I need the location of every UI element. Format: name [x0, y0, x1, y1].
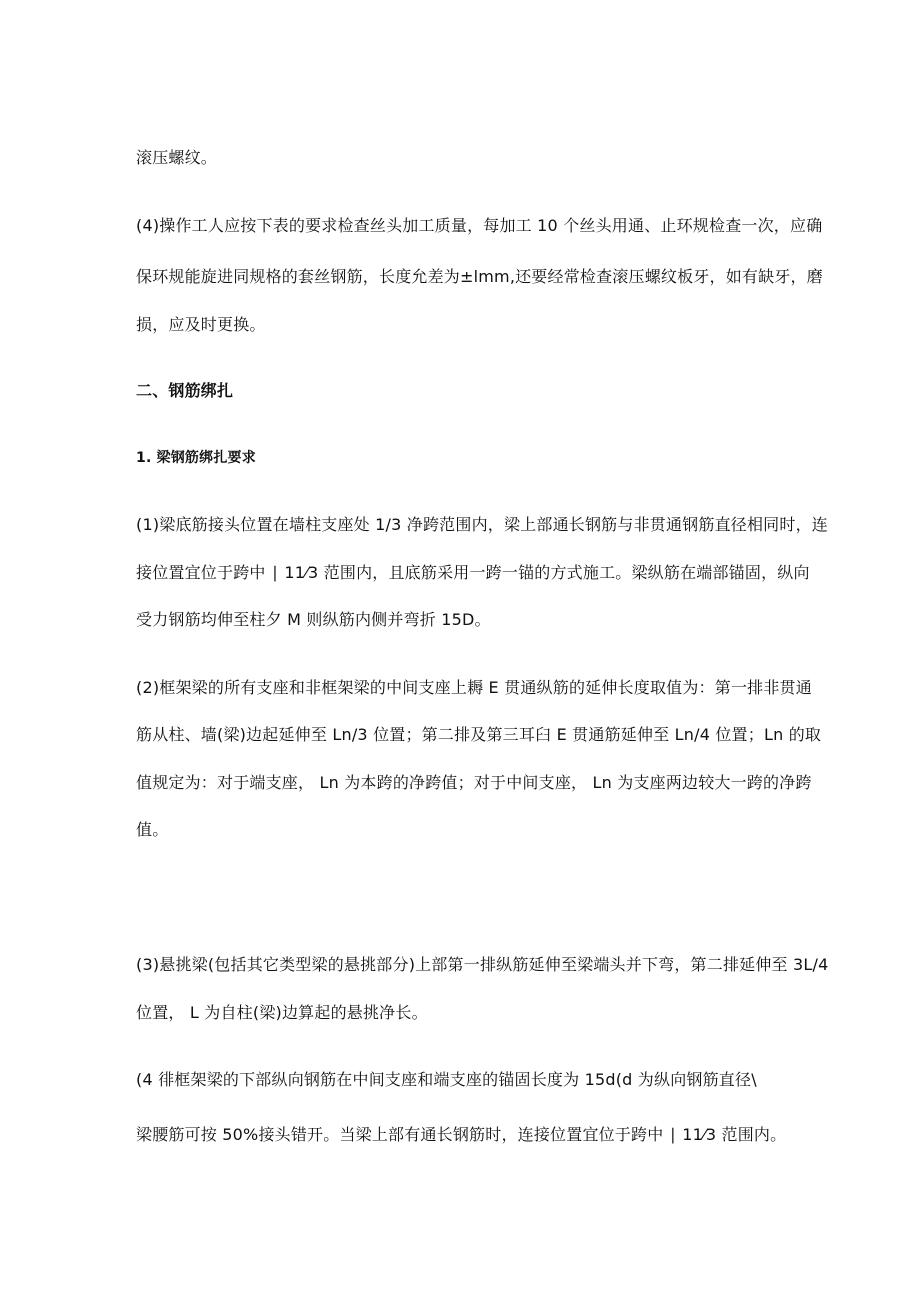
text-line: (2)框架梁的所有支座和非框架梁的中间支座上耨 E 贯通纵筋的延伸长度取值为：第一排非贯通: [136, 678, 812, 697]
text-line: (3)悬挑梁(包括其它类型梁的悬挑部分)上部第一排纵筋延伸至梁端头并下弯，第二排延伸至 3L/4: [136, 955, 829, 974]
text-line: 接位置宜位于跨中 ∣ 11⁄3 范围内，且底筋采用一跨一锚的方式施工。梁纵筋在端部锚固，纵向: [136, 563, 810, 582]
text-line: 损，应及时更换。: [136, 315, 266, 334]
text-line: 位置， L 为自柱(梁)边算起的悬挑净长。: [136, 1003, 428, 1022]
text-line: (4 徘框架梁的下部纵向钢筋在中间支座和端支座的锚固长度为 15d(d 为纵向钢筋直径\: [136, 1070, 757, 1089]
text-line: 值。: [136, 820, 169, 839]
text-line: (1)梁底筋接头位置在墙柱支座处 1/3 净跨范围内，梁上部通长钢筋与非贯通钢筋直径相同时，连: [136, 515, 828, 534]
text-line: 保环规能旋进同规格的套丝钢筋，长度允差为±lmm,还要经常检查滚压螺纹板牙，如有缺牙，磨: [136, 267, 823, 286]
text-line: 值规定为：对于端支座， Ln 为本跨的净跨值；对于中间支座， Ln 为支座两边较大一跨的净跨: [136, 773, 812, 792]
text-line: 滚压螺纹。: [136, 148, 218, 167]
text-line: 梁腰筋可按 50%接头错开。当梁上部有通长钢筋时，连接位置宜位于跨中 ∣ 11⁄3 范围内。: [136, 1125, 787, 1144]
text-line: 受力钢筋均伸至柱夕 M 则纵筋内侧并弯折 15D。: [136, 610, 491, 629]
section-heading: 二、钢筋绑扎: [136, 381, 234, 400]
subsection-heading: 1. 梁钢筋绑扎要求: [136, 450, 256, 466]
text-line: 筋从柱、墙(梁)边起延伸至 Ln/3 位置；第二排及第三耳臼 E 贯通筋延伸至 Ln/4 位置；Ln 的取: [136, 725, 822, 744]
text-line: (4)操作工人应按下表的要求检查丝头加工质量，每加工 10 个丝头用通、止环规检查一次，应确: [136, 216, 823, 235]
